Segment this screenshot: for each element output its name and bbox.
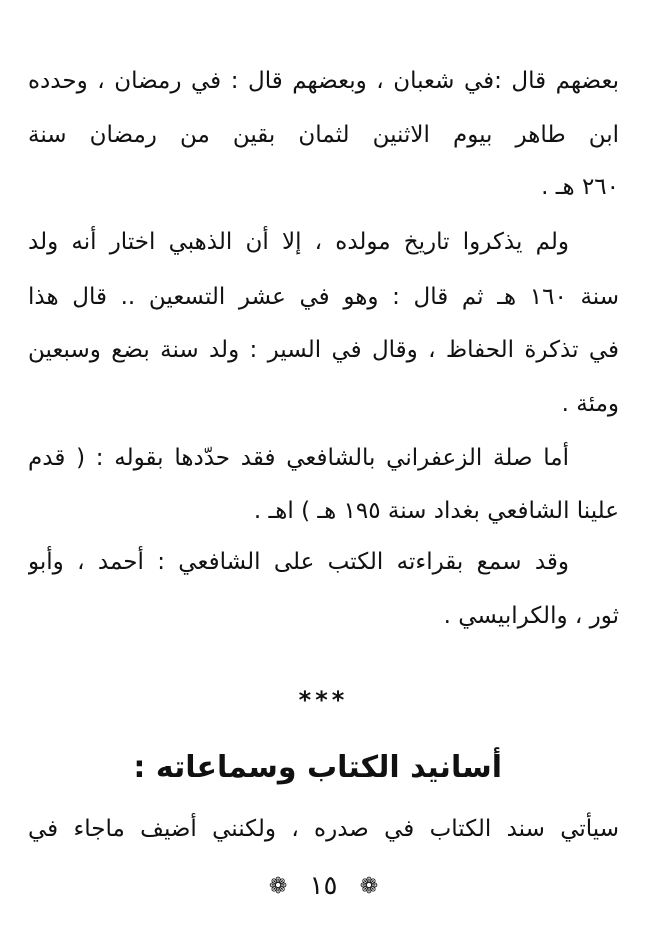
text-line-4: ولم يذكروا تاريخ مولده ، إلا أن الذهبي اختار أنه ولد [28, 229, 569, 255]
ornament-left-icon: ❁ [268, 873, 288, 899]
text-line-7: ومئة . [561, 391, 619, 417]
text-line-6: في تذكرة الحفاظ ، وقال في السير : ولد سنة بضع وسبعين [28, 337, 619, 363]
section-heading: أسانيد الكتاب وسماعاته : [133, 750, 502, 785]
text-line-11: ثور ، والكرابيسي . [443, 603, 619, 629]
text-line-12: سيأتي سند الكتاب في صدره ، ولكنني أضيف ماجاء في [28, 816, 619, 842]
text-line-9: علينا الشافعي بغداد سنة ١٩٥ هـ ) اهـ . [253, 498, 619, 524]
page-footer [0, 866, 647, 907]
ornament-right-icon: ❁ [359, 873, 379, 899]
text-line-5: سنة ١٦٠ هـ ثم قال : وهو في عشر التسعين .. قال هذا [28, 284, 619, 310]
text-line-10: وقد سمع بقراءته الكتب على الشافعي : أحمد ، وأبو [28, 549, 569, 575]
text-line-8: أما صلة الزعفراني بالشافعي فقد حدّدها بقوله : ( قدم [28, 445, 569, 471]
text-line-3: ٢٦٠ هـ . [541, 174, 619, 200]
text-line-2: ابن طاهر بيوم الاثنين لثمان بقين من رمضان سنة [28, 122, 619, 148]
section-separator: *** [298, 686, 349, 714]
text-line-1: بعضهم قال :في شعبان ، وبعضهم قال : في رمضان ، وحدده [28, 68, 619, 94]
page-number: ١٥ [309, 871, 338, 901]
